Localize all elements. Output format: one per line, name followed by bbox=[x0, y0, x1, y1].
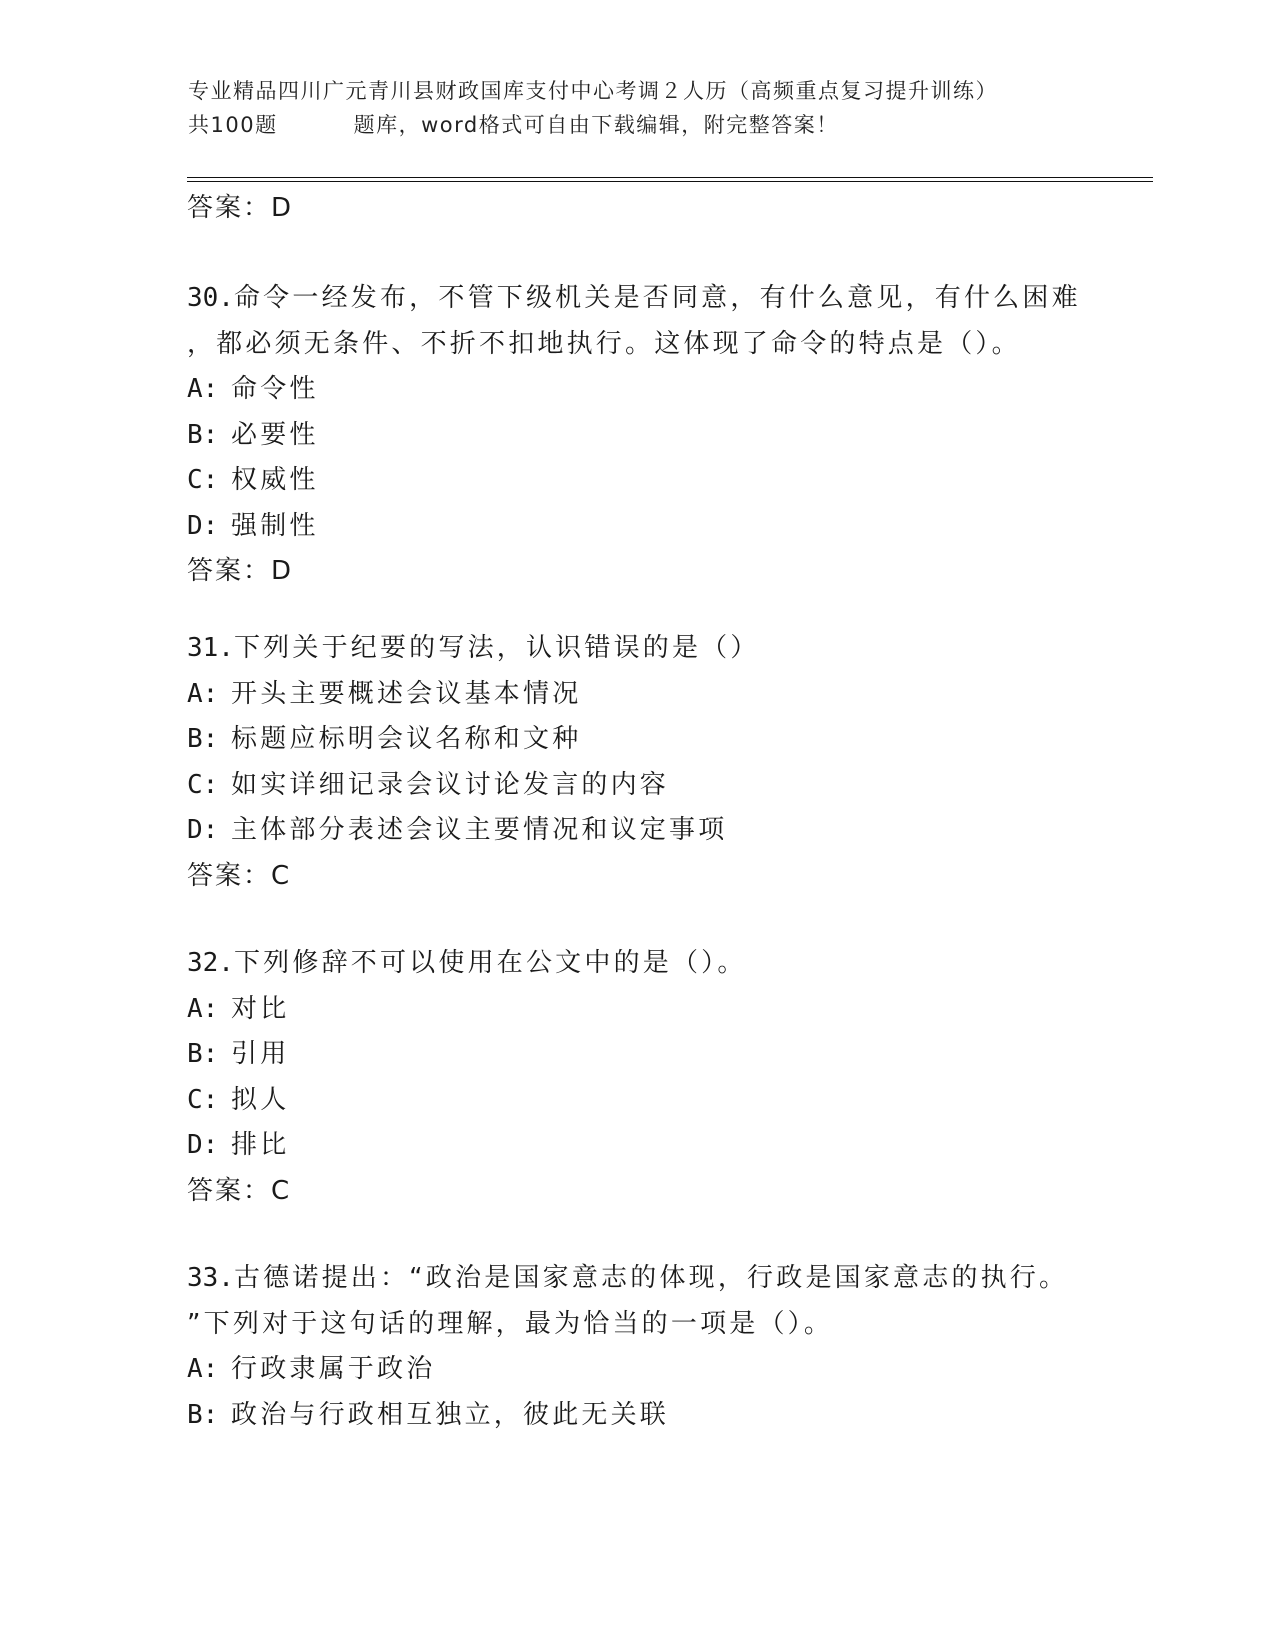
option-b bbox=[187, 413, 1081, 459]
option-key: C: bbox=[187, 465, 219, 495]
option-text: 命令性 bbox=[231, 374, 319, 404]
option-b bbox=[187, 1032, 747, 1078]
question-32 bbox=[187, 941, 747, 1214]
option-text: 引用 bbox=[231, 1039, 290, 1069]
question-stem-line2: ”下列对于这句话的理解，最为恰当的一项是（）。 bbox=[187, 1308, 834, 1339]
question-stem-line1: 下列关于纪要的写法，认识错误的是（） bbox=[233, 633, 760, 663]
option-text: 排比 bbox=[231, 1130, 290, 1160]
option-key: D: bbox=[187, 510, 219, 541]
question-33 bbox=[187, 1256, 1068, 1438]
answer-text: 答案：D bbox=[187, 193, 294, 223]
option-text: 行政隶属于政治 bbox=[231, 1354, 436, 1384]
document-header bbox=[188, 74, 1108, 142]
header-title: 专业精品四川广元青川县财政国库支付中心考调２人历（高频重点复习提升训练） bbox=[188, 79, 998, 103]
header-divider-top bbox=[187, 177, 1153, 178]
question-31 bbox=[187, 626, 760, 899]
question-number: 32. bbox=[187, 948, 234, 978]
header-subtitle bbox=[188, 108, 1108, 142]
option-key: A: bbox=[187, 678, 219, 709]
question-stem bbox=[187, 1256, 1068, 1302]
question-stem bbox=[187, 276, 1081, 322]
option-a bbox=[187, 987, 747, 1033]
header-count: 共100题 bbox=[188, 113, 278, 137]
answer-text: 答案：C bbox=[187, 860, 292, 891]
option-text: 标题应标明会议名称和文种 bbox=[231, 724, 582, 754]
option-text: 必要性 bbox=[231, 419, 319, 450]
option-key: C: bbox=[187, 769, 219, 800]
option-key: A: bbox=[187, 374, 219, 404]
option-key: C: bbox=[187, 1084, 219, 1115]
question-30 bbox=[187, 276, 1081, 595]
option-text: 拟人 bbox=[231, 1084, 290, 1115]
question-stem-line1: 下列修辞不可以使用在公文中的是（）。 bbox=[233, 948, 747, 978]
question-stem-line2: ，都必须无条件、不折不扣地执行。这体现了命令的特点是（）。 bbox=[187, 328, 1021, 359]
option-c bbox=[187, 458, 1081, 504]
option-c bbox=[187, 763, 760, 809]
option-b bbox=[187, 1393, 1068, 1439]
option-key: D: bbox=[187, 1130, 219, 1160]
header-description: 题库，word格式可自由下载编辑，附完整答案！ bbox=[353, 113, 839, 137]
option-d bbox=[187, 504, 1081, 550]
option-b bbox=[187, 717, 760, 763]
question-stem bbox=[187, 626, 760, 672]
option-key: B: bbox=[187, 1399, 219, 1430]
option-a bbox=[187, 672, 760, 718]
previous-answer bbox=[187, 186, 293, 232]
question-number: 30. bbox=[187, 283, 234, 313]
option-key: A: bbox=[187, 1354, 219, 1384]
question-stem-line1: 古德诺提出：“政治是国家意志的体现，行政是国家意志的执行。 bbox=[233, 1263, 1069, 1293]
answer-text: 答案：D bbox=[187, 556, 294, 586]
option-text: 如实详细记录会议讨论发言的内容 bbox=[231, 769, 670, 800]
header-divider-bottom bbox=[187, 181, 1153, 182]
option-d bbox=[187, 808, 760, 854]
question-stem-line1: 命令一经发布，不管下级机关是否同意，有什么意见，有什么困难 bbox=[233, 283, 1081, 313]
option-a bbox=[187, 1347, 1068, 1393]
option-d bbox=[187, 1123, 747, 1169]
option-key: A: bbox=[187, 993, 219, 1024]
option-text: 开头主要概述会议基本情况 bbox=[231, 678, 582, 709]
option-key: B: bbox=[187, 724, 219, 754]
option-c bbox=[187, 1078, 747, 1124]
option-key: D: bbox=[187, 815, 219, 845]
option-text: 政治与行政相互独立，彼此无关联 bbox=[231, 1399, 670, 1430]
option-key: B: bbox=[187, 419, 219, 450]
option-text: 权威性 bbox=[231, 465, 319, 495]
option-a bbox=[187, 367, 1081, 413]
question-stem bbox=[187, 941, 747, 987]
answer-text: 答案：C bbox=[187, 1175, 292, 1206]
question-number: 33. bbox=[187, 1263, 234, 1293]
option-text: 对比 bbox=[231, 993, 290, 1024]
question-number: 31. bbox=[187, 633, 234, 663]
option-key: B: bbox=[187, 1039, 219, 1069]
option-text: 强制性 bbox=[231, 510, 319, 541]
option-text: 主体部分表述会议主要情况和议定事项 bbox=[231, 815, 728, 845]
